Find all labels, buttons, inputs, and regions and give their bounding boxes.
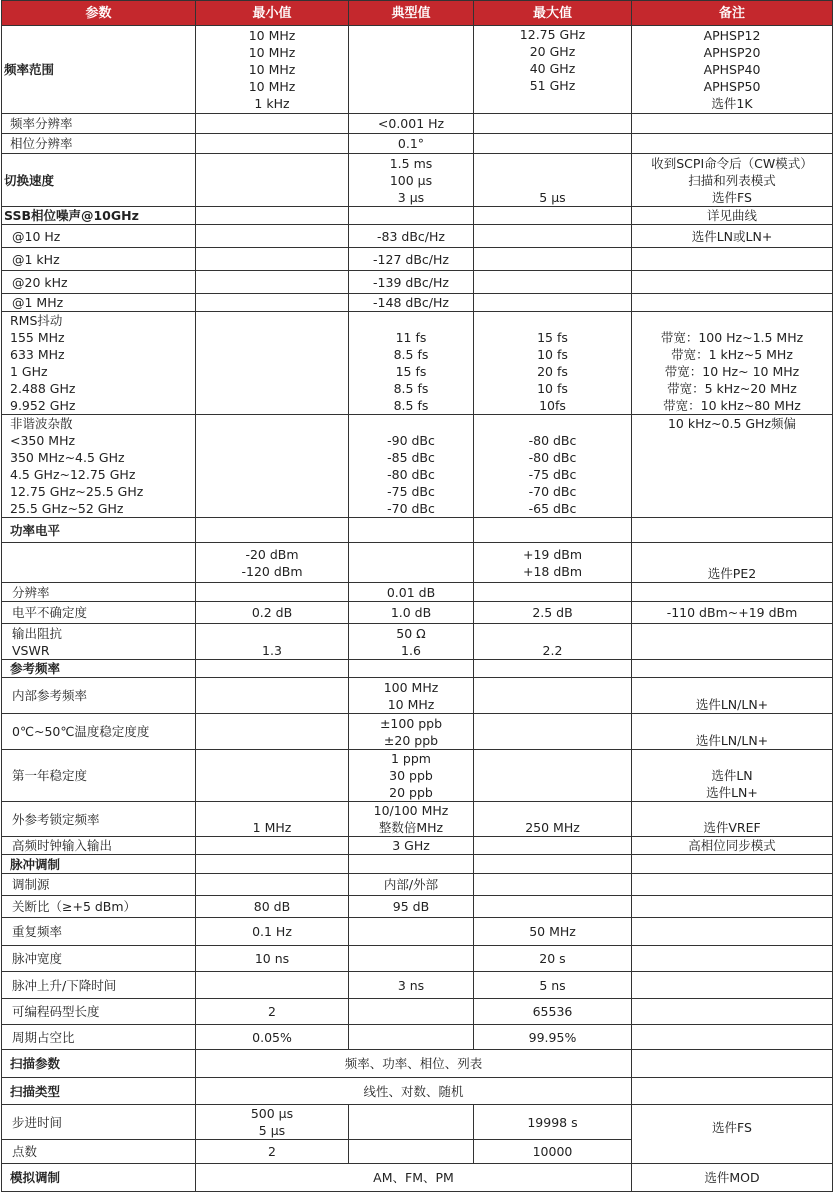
spur-label-cell [2,415,196,518]
row-duty [2,1025,833,1050]
spur-typ: -90 dBc -85 dBc -80 dBc -75 dBc -70 dBc [349,415,474,518]
empty-cell [349,1025,474,1050]
row-freq-res [2,114,833,134]
freq-range-max: 12.75 GHz 20 GHz 40 GHz 51 GHz [474,26,632,114]
empty-cell [632,624,833,660]
freq-range-typ [349,26,474,114]
empty-cell [474,294,632,312]
header-typ: 典型值 [349,1,474,26]
row-power-res [2,583,833,602]
row-freq-range [2,26,833,114]
row-pulse [2,855,833,874]
width-min: 10 ns [196,946,349,972]
year-note: 选件LN 选件LN+ [632,750,833,802]
temp-label: 0℃~50℃温度稳定度度 [2,714,196,750]
pattern-min: 2 [196,999,349,1025]
level-unc-min: 0.2 dB [196,602,349,624]
empty-cell [632,999,833,1025]
phase-res-typ: 0.1° [349,134,474,154]
row-pn-1k [2,248,833,271]
empty-cell [196,972,349,999]
empty-cell [632,134,833,154]
impedance-label: 输出阻抗 VSWR [2,624,196,660]
mod-src-typ: 内部/外部 [349,874,474,896]
sweep-type-label: 扫描类型 [2,1078,196,1105]
analog-note: 选件MOD [632,1164,833,1192]
power-res-typ: 0.01 dB [349,583,474,602]
rep-label: 重复频率 [2,918,196,946]
empty-cell [196,294,349,312]
hf-clk-typ: 3 GHz [349,837,474,855]
duty-min: 0.05% [196,1025,349,1050]
ext-ref-min: 1 MHz [196,802,349,837]
empty-cell [349,1105,474,1140]
points-min: 2 [196,1140,349,1164]
empty-cell [196,583,349,602]
sweep-param-label: 扫描参数 [2,1050,196,1078]
empty-cell [196,855,349,874]
freq-range-min: 10 MHz 10 MHz 10 MHz 10 MHz 1 kHz [196,26,349,114]
empty-cell [196,154,349,207]
level-unc-max: 2.5 dB [474,602,632,624]
switch-max: 5 µs [474,154,632,207]
header-note: 备注 [632,1,833,26]
row-level-unc [2,602,833,624]
empty-cell [196,518,349,543]
empty-cell [349,207,474,225]
rep-min: 0.1 Hz [196,918,349,946]
row-phase-res [2,134,833,154]
switch-typ: 1.5 ms 100 µs 3 µs [349,154,474,207]
row-int-ref [2,678,833,714]
empty-cell [474,248,632,271]
row-power [2,518,833,543]
pn1m-label: @1 MHz [2,294,196,312]
pn10hz-note: 选件LN或LN+ [632,225,833,248]
empty-cell [632,114,833,134]
width-label: 脉冲宽度 [2,946,196,972]
empty-cell [474,874,632,896]
pattern-label: 可编程码型长度 [2,999,196,1025]
level-unc-note: -110 dBm~+19 dBm [632,602,833,624]
empty-cell [196,134,349,154]
pn20k-label: @20 kHz [2,271,196,294]
mod-src-label: 调制源 [2,874,196,896]
rise-max: 5 ns [474,972,632,999]
row-pattern [2,999,833,1025]
empty-cell [474,114,632,134]
row-analog [2,1164,833,1192]
empty-cell [474,660,632,678]
duty-label: 周期占空比 [2,1025,196,1050]
empty-cell [474,583,632,602]
rise-label: 脉冲上升/下降时间 [2,972,196,999]
freq-res-label: 频率分辨率 [2,114,196,134]
empty-cell [196,678,349,714]
row-switch [2,154,833,207]
pattern-max: 65536 [474,999,632,1025]
points-max: 10000 [474,1140,632,1164]
rms-typ: 11 fs 8.5 fs 15 fs 8.5 fs 8.5 fs [349,312,474,415]
year-label: 第一年稳定度 [2,750,196,802]
spec-table [1,0,833,1192]
ssb-note: 详见曲线 [632,207,833,225]
level-unc-typ: 1.0 dB [349,602,474,624]
row-rise [2,972,833,999]
empty-cell [196,225,349,248]
empty-cell [632,896,833,918]
row-onoff [2,896,833,918]
empty-cell [632,1078,833,1105]
empty-cell [474,714,632,750]
hf-clk-label: 高频时钟输入输出 [2,837,196,855]
ext-ref-note: 选件VREF [632,802,833,837]
pn10hz-typ: -83 dBc/Hz [349,225,474,248]
row-mod-src [2,874,833,896]
empty-cell [632,855,833,874]
empty-cell [196,248,349,271]
empty-cell [474,855,632,874]
empty-cell [632,248,833,271]
row-rep [2,918,833,946]
empty-cell [632,294,833,312]
onoff-typ: 95 dB [349,896,474,918]
int-ref-typ: 100 MHz 10 MHz [349,678,474,714]
analog-value: AM、FM、PM [196,1164,632,1192]
step-max: 19998 s [474,1105,632,1140]
sweep-type-value: 线性、对数、随机 [196,1078,632,1105]
row-sweep-type [2,1078,833,1105]
empty-cell [196,271,349,294]
empty-cell [632,874,833,896]
power-res-label: 分辨率 [2,583,196,602]
spur-label: 非谐波杂散 [10,416,73,431]
empty-cell [632,660,833,678]
row-ext-ref [2,802,833,837]
row-step [2,1105,833,1140]
empty-cell [196,114,349,134]
row-year [2,750,833,802]
impedance-max: 2.2 [474,624,632,660]
power-range-min: -20 dBm -120 dBm [196,543,349,583]
width-max: 20 s [474,946,632,972]
header-max: 最大值 [474,1,632,26]
empty-cell [632,271,833,294]
row-pn-1m [2,294,833,312]
empty-cell [349,660,474,678]
freq-res-typ: <0.001 Hz [349,114,474,134]
duty-max: 99.95% [474,1025,632,1050]
pn1m-typ: -148 dBc/Hz [349,294,474,312]
row-ref [2,660,833,678]
power-label: 功率电平 [2,518,196,543]
year-typ: 1 ppm 30 ppb 20 ppb [349,750,474,802]
empty-cell [349,918,474,946]
freq-range-label: 频率范围 [2,26,196,114]
empty-cell [196,207,349,225]
empty-cell [196,837,349,855]
empty-cell [474,896,632,918]
impedance-typ: 50 Ω 1.6 [349,624,474,660]
switch-note: 收到SCPI命令后（CW模式） 扫描和列表模式 选件FS [632,154,833,207]
empty-cell [349,999,474,1025]
empty-cell [632,918,833,946]
ref-label: 参考频率 [2,660,196,678]
phase-res-label: 相位分辨率 [2,134,196,154]
step-min: 500 µs 5 µs [196,1105,349,1140]
analog-label: 模拟调制 [2,1164,196,1192]
empty-cell [632,518,833,543]
hf-clk-note: 高相位同步模式 [632,837,833,855]
temp-typ: ±100 ppb ±20 ppb [349,714,474,750]
spur-sub: <350 MHz 350 MHz~4.5 GHz 4.5 GHz~12.75 GHz 12.75 GHz~25.5 GHz 25.5 GHz~52 GHz [10,433,144,516]
onoff-label: 关断比（≥+5 dBm） [2,896,196,918]
empty-cell [196,312,349,415]
empty-cell [349,1140,474,1164]
level-unc-label: 电平不确定度 [2,602,196,624]
empty-cell [2,543,196,583]
spur-max: -80 dBc -80 dBc -75 dBc -70 dBc -65 dBc [474,415,632,518]
empty-cell [474,225,632,248]
empty-cell [196,750,349,802]
step-label: 步进时间 [2,1105,196,1140]
header-row [2,1,833,26]
rms-max: 15 fs 10 fs 20 fs 10 fs 10fs [474,312,632,415]
empty-cell [632,972,833,999]
row-temp [2,714,833,750]
empty-cell [196,415,349,518]
power-range-note: 选件PE2 [632,543,833,583]
row-ssb [2,207,833,225]
empty-cell [632,583,833,602]
row-pn-20k [2,271,833,294]
rms-label: RMS抖动 [10,313,63,328]
power-range-max: +19 dBm +18 dBm [474,543,632,583]
ext-ref-typ: 10/100 MHz 整数倍MHz [349,802,474,837]
int-ref-note: 选件LN/LN+ [632,678,833,714]
empty-cell [196,660,349,678]
pn10hz-label: @10 Hz [2,225,196,248]
pulse-label: 脉冲调制 [2,855,196,874]
impedance-min: 1.3 [196,624,349,660]
row-width [2,946,833,972]
empty-cell [474,837,632,855]
pn1k-label: @1 kHz [2,248,196,271]
empty-cell [474,750,632,802]
empty-cell [474,518,632,543]
row-hf-clk [2,837,833,855]
row-rms [2,312,833,415]
spur-note: 10 kHz~0.5 GHz频偏 [632,415,833,518]
step-note: 选件FS [632,1105,833,1164]
empty-cell [349,855,474,874]
int-ref-label: 内部参考频率 [2,678,196,714]
row-pn-10hz [2,225,833,248]
temp-note: 选件LN/LN+ [632,714,833,750]
rms-note: 带宽：100 Hz~1.5 MHz 带宽：1 kHz~5 MHz 带宽：10 Hz~ 10 MHz 带宽：5 kHz~20 MHz 带宽：10 kHz~80 MHz [632,312,833,415]
empty-cell [474,678,632,714]
empty-cell [196,714,349,750]
empty-cell [196,874,349,896]
sweep-param-value: 频率、功率、相位、列表 [196,1050,632,1078]
pn1k-typ: -127 dBc/Hz [349,248,474,271]
empty-cell [474,134,632,154]
switch-label: 切换速度 [2,154,196,207]
empty-cell [632,1025,833,1050]
pn20k-typ: -139 dBc/Hz [349,271,474,294]
onoff-min: 80 dB [196,896,349,918]
row-spur [2,415,833,518]
empty-cell [632,1050,833,1078]
ext-ref-max: 250 MHz [474,802,632,837]
rms-label-cell [2,312,196,415]
empty-cell [349,946,474,972]
row-sweep-param [2,1050,833,1078]
ext-ref-label: 外参考锁定频率 [2,802,196,837]
rms-sub: 155 MHz 633 MHz 1 GHz 2.488 GHz 9.952 GHz [10,330,76,413]
empty-cell [474,271,632,294]
header-min: 最小值 [196,1,349,26]
freq-range-note: APHSP12 APHSP20 APHSP40 APHSP50 选件1K [632,26,833,114]
points-label: 点数 [2,1140,196,1164]
header-param: 参数 [2,1,196,26]
row-power-range [2,543,833,583]
rep-max: 50 MHz [474,918,632,946]
row-impedance [2,624,833,660]
empty-cell [349,543,474,583]
empty-cell [632,946,833,972]
rise-typ: 3 ns [349,972,474,999]
empty-cell [349,518,474,543]
ssb-label: SSB相位噪声@10GHz [2,207,196,225]
empty-cell [474,207,632,225]
